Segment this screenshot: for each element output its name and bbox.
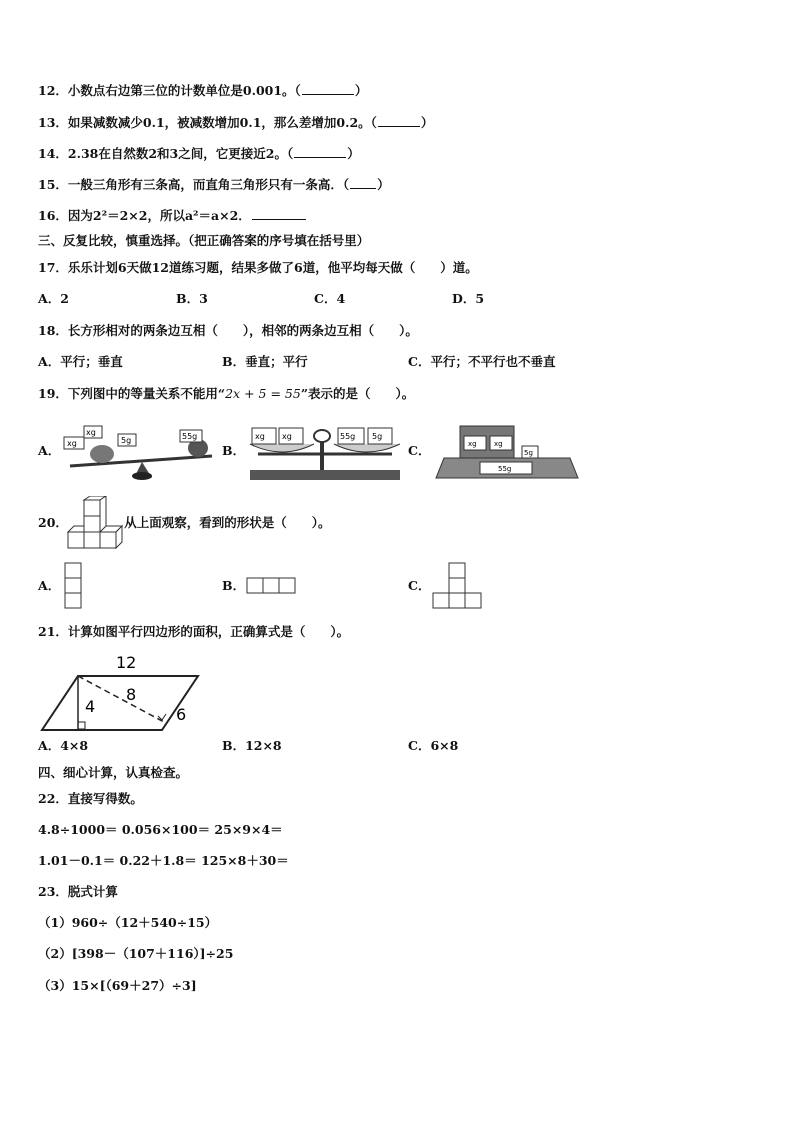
- label-side: 6: [176, 705, 187, 724]
- question-14: 14．2.38在自然数2和3之间，它更接近2。（ ）: [38, 146, 360, 161]
- question-text: 脱式计算: [67, 884, 118, 899]
- svg-text:xg: xg: [282, 432, 292, 441]
- answer-blank[interactable]: [302, 82, 354, 95]
- svg-text:5g: 5g: [524, 449, 533, 457]
- question-18: [38, 322, 418, 340]
- option-b[interactable]: B．12×8: [222, 738, 282, 753]
- calc-item-1: （1）960÷（12＋540÷15）: [38, 915, 218, 930]
- svg-text:xg: xg: [255, 432, 265, 441]
- question-text: 从上面观察，看到的形状是（ ）。: [124, 515, 331, 530]
- option-a[interactable]: A．4×8: [38, 738, 89, 753]
- answer-blank[interactable]: [252, 207, 306, 220]
- question-text: 下列图中的等量关系不能用“: [67, 386, 226, 401]
- svg-text:xg: xg: [468, 440, 477, 448]
- option-c[interactable]: C．: [408, 578, 431, 593]
- electronic-scale-figure: [432, 416, 582, 484]
- question-12: 12．小数点右边第三位的计数单位是0.001。（ ）: [38, 83, 368, 98]
- label-top: 12: [116, 653, 137, 672]
- option-a[interactable]: A．: [38, 578, 61, 593]
- calc-item-2: （2）[398－（107＋116）]÷25: [38, 946, 234, 961]
- option-a[interactable]: A．平行；垂直: [38, 354, 123, 369]
- label-xg: xg: [67, 439, 77, 448]
- cube-stack-figure: [66, 496, 124, 552]
- question-text: 如果减数减少0.1，被减数增加0.1，那么差增加0.2。（: [67, 115, 377, 130]
- answer-blank[interactable]: [350, 176, 376, 189]
- question-16: [38, 207, 307, 225]
- option-c[interactable]: C．: [408, 443, 431, 458]
- equation: 2x + 5 = 55: [225, 386, 301, 401]
- question-13: 13．如果减数减少0.1，被减数增加0.1，那么差增加0.2。（ ）: [38, 115, 434, 130]
- question-23: [38, 883, 118, 901]
- question-number: 14．: [38, 146, 68, 161]
- question-21: [38, 623, 349, 641]
- question-15: 15．一般三角形有三条高，而直角三角形只有一条高．（ ）: [38, 177, 390, 192]
- label-xg: xg: [86, 428, 96, 437]
- question-text: 长方形相对的两条边互相（ ），相邻的两条边互相（ ）。: [67, 323, 418, 338]
- option-d[interactable]: D．5: [452, 291, 485, 306]
- option-b[interactable]: B．: [222, 578, 246, 593]
- label-55g: 55g: [182, 432, 198, 441]
- option-a-figure: [64, 562, 82, 610]
- question-22: [38, 790, 143, 808]
- option-b-figure: [246, 577, 296, 595]
- question-17: [38, 259, 478, 277]
- question-number: 21．: [38, 624, 68, 639]
- section-3-heading: 三、反复比较，慎重选择。（把正确答案的序号填在括号里）: [38, 233, 370, 248]
- question-text: 因为2²＝2×2，所以a²＝a×2．: [67, 208, 251, 223]
- label-height: 4: [85, 697, 96, 716]
- calc-item-3: （3）15×[（69＋27）÷3]: [38, 978, 197, 993]
- option-c[interactable]: C．平行；不平行也不垂直: [408, 354, 556, 369]
- svg-text:xg: xg: [494, 440, 503, 448]
- label-5g: 5g: [121, 436, 132, 445]
- calc-row-2: 1.01－0.1＝ 0.22＋1.8＝ 125×8＋30＝: [38, 853, 289, 868]
- option-b[interactable]: B．: [222, 443, 246, 458]
- option-c-figure: [432, 562, 482, 610]
- option-c[interactable]: C．6×8: [408, 738, 459, 753]
- option-b[interactable]: B．3: [176, 291, 208, 306]
- question-number: 19．: [38, 386, 68, 401]
- seesaw-balance-figure: [60, 420, 220, 482]
- question-number: 18．: [38, 323, 68, 338]
- option-a[interactable]: A．2: [38, 291, 69, 306]
- option-c[interactable]: C．4: [314, 291, 346, 306]
- option-a[interactable]: A．: [38, 443, 61, 458]
- question-text: 2.38在自然数2和3之间，它更接近2。（: [67, 146, 294, 161]
- svg-text:5g: 5g: [372, 432, 383, 441]
- parallelogram-figure: [40, 650, 210, 735]
- section-4-heading: 四、细心计算，认真检查。: [38, 765, 189, 780]
- question-number: 16．: [38, 208, 68, 223]
- label-diagonal: 8: [126, 685, 137, 704]
- question-number: 22．: [38, 791, 68, 806]
- question-text: 计算如图平行四边形的面积，正确算式是（ ）。: [67, 624, 350, 639]
- question-19: 19．下列图中的等量关系不能用“2x + 5 = 55”表示的是（ ）。: [38, 386, 415, 401]
- pan-balance-figure: [242, 414, 407, 484]
- question-number: 13．: [38, 115, 68, 130]
- question-text: 直接写得数。: [67, 791, 143, 806]
- question-number: 23．: [38, 884, 68, 899]
- question-number: 12．: [38, 83, 68, 98]
- svg-text:55g: 55g: [340, 432, 356, 441]
- calc-row-1: 4.8÷1000＝ 0.056×100＝ 25×9×4＝: [38, 822, 283, 837]
- question-number: 20．: [38, 515, 68, 530]
- question-text: 一般三角形有三条高，而直角三角形只有一条高．（: [67, 177, 350, 192]
- answer-blank[interactable]: [378, 114, 420, 127]
- question-number: 17．: [38, 260, 68, 275]
- question-number: 15．: [38, 177, 68, 192]
- question-text: 乐乐计划6天做12道练习题，结果多做了6道，他平均每天做（ ）道。: [67, 260, 478, 275]
- question-text: 小数点右边第三位的计数单位是0.001。（: [67, 83, 301, 98]
- answer-blank[interactable]: [294, 145, 346, 158]
- svg-text:55g: 55g: [498, 465, 512, 473]
- option-b[interactable]: B．垂直；平行: [222, 354, 308, 369]
